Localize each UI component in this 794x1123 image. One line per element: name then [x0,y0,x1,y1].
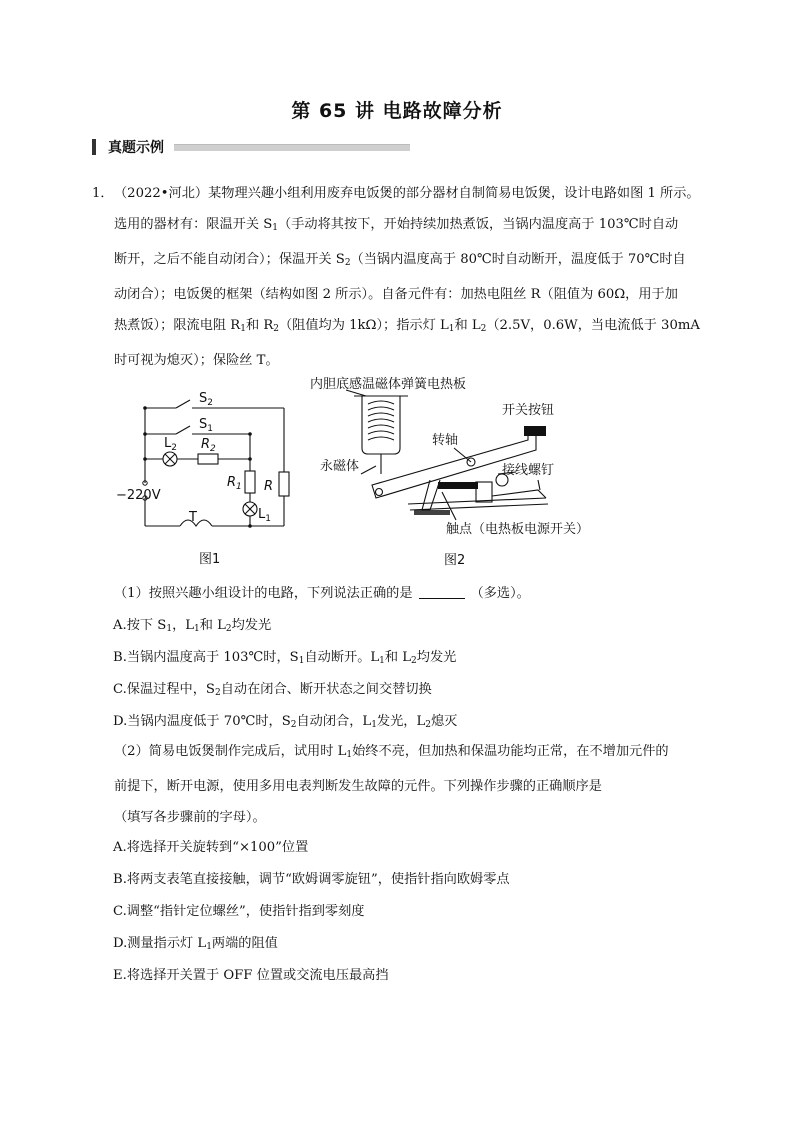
figure-2-structure [306,370,626,570]
section-rule [174,144,410,151]
q1-line-5: 热煮饭）；限流电阻 $R_1$和 $R_2$（阻值均为 1kΩ）；指示灯 $L_1$和 $L_2(2.5V$，0.6W，当电流低于 30mA [114,318,700,334]
sub1-stem: （1）按照兴趣小组设计的电路，下列说法正确的是 （多选）。 [114,586,530,601]
label-magnet: 永磁体 [320,459,360,474]
label-top-parts: 内胆底感温磁体弹簧电热板 [310,377,467,392]
sub2-option-b: B.将两支表笔直接接触，调节“欧姆调零旋钮”，使指针指向欧姆零点 [113,872,510,887]
q1-line-4: 动闭合）；电饭煲的框架（结构如图 2 所示）。自备元件有：加热电阻丝 R（阻值为 60Ω，用于加 [114,287,678,302]
figure-1-caption: 图1 [199,552,221,567]
label-r1: $R_1$ [227,475,242,492]
sub1-option-c: C.保温过程中，$S_2$自动在闭合、断开状态之间交替切换 [113,682,432,698]
label-l2: $L_2$ [164,436,177,453]
q1-line-3: 断开，之后不能自动闭合）；保温开关 $S_2$（当锅内温度高于 80℃时自动断开，温度低于 70℃时自 [114,252,686,268]
sub2-option-e: E.将选择开关置于 OFF 位置或交流电压最高挡 [113,968,389,983]
sub1-option-b: B.当锅内温度高于 103℃时，$S_1$自动断开。$L_1$和 $L_2$均发光 [113,650,457,666]
label-r2: $R_2$ [201,437,216,454]
q1-line-6: 时可视为熄灭）；保险丝 T。 [114,353,279,368]
sub2-line-2: 前提下，断开电源，使用多用电表判断发生故障的元件。下列操作步骤的正确顺序是 [114,779,602,794]
label-s2: $S_2$ [199,391,213,408]
sub2-line-1: （2）简易电饭煲制作完成后，试用时 $L_1$始终不亮，但加热和保温功能均正常，在不增加元件的 [114,744,669,760]
subquestion-2 [92,736,704,833]
sub2-option-a: A.将选择开关旋转到“×100”位置 [113,840,309,855]
switch-button [524,426,546,436]
label-s1: $S_1$ [199,417,213,434]
label-voltage: −220V [116,488,161,503]
label-shaft: 转轴 [432,433,459,448]
page-title: 第 65 讲 电路故障分析 [291,100,503,122]
q1-line-1: 1．（2022•河北）某物理兴趣小组利用废弃电饭煲的部分器材自制简易电饭煲，设计电路如图 1 所示。 [92,186,700,201]
section-bar [92,139,96,155]
subquestion-1 [92,578,704,609]
figure-1-circuit [108,380,298,570]
label-screw: 接线螺钉 [502,463,555,478]
figure-2-caption: 图2 [444,553,466,568]
section-label: 真题示例 [108,140,164,156]
label-r: R [264,479,274,494]
sub2-option-d: D.测量指示灯 $L_1$两端的阻值 [113,936,278,952]
label-contact: 触点（电热板电源开关） [446,522,590,537]
sub2-option-c: C.调整“指针定位螺丝”，使指针指到零刻度 [113,904,365,919]
answer-blank[interactable] [419,584,465,599]
q1-line-2: 选用的器材有：限温开关 $S_1$（手动将其按下，开始持续加热煮饭，当锅内温度高于 103℃时自动 [114,217,679,233]
label-fuse: T [189,510,197,525]
label-button: 开关按钮 [502,403,555,418]
sub1-option-a: A.按下 $S_1$，$L_1$和 $L_2$均发光 [113,618,272,634]
sub1-option-d: D.当锅内温度低于 70℃时，$S_2$自动闭合，$L_1$发光，$L_2$熄灭 [113,714,458,730]
label-l1: $L_1$ [258,507,271,524]
sub2-line-3: （填写各步骤前的字母）。 [114,810,266,825]
question-1 [92,178,704,376]
section-header [92,137,410,157]
